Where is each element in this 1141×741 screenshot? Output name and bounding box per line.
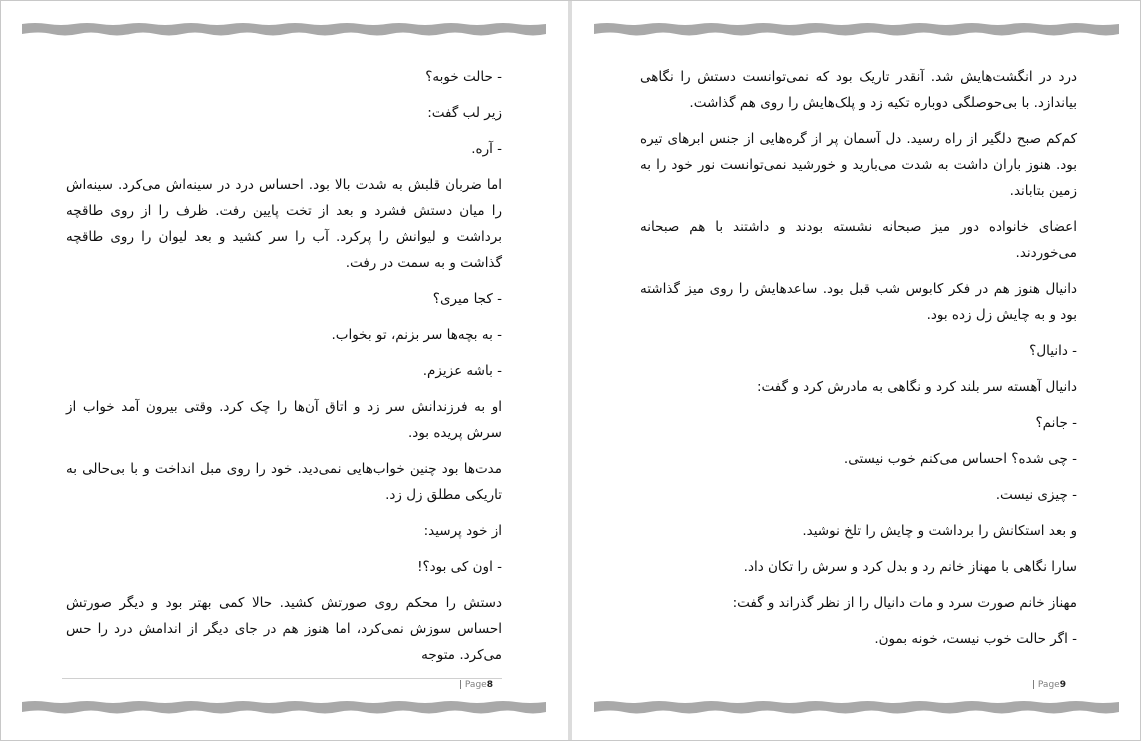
page-footer: | Page8 [459,680,493,690]
paragraph: - آره. [471,141,502,157]
footer-label: Page [464,680,487,690]
paragraph: - چی شده؟ احساس می‌کنم خوب نیستی. [843,451,1077,467]
paragraph: - اون کی بود؟! [417,559,502,575]
paragraph: اعضای خانواده دور میز صبحانه نشسته بودند و داشتند با هم صبحانه می‌خوردند. [640,219,1077,261]
paragraph: - چیزی نیست. [995,487,1077,503]
paragraph: اما ضربان قلبش به شدت بالا بود. احساس درد در سینه‌اش می‌کرد. سینه‌اش را میان دستش فشرد و بعد از تخت پایین رفت. ظرف را از روی طاقچه برداشت و لیوانش را پرکرد. آب را سر کشید و بعد لیوان را روی طاقچه گذاشت و به سمت در رفت. [66,177,502,271]
paragraph: درد در انگشت‌هایش شد. آنقدر تاریک بود که نمی‌توانست دستش را نگاهی بیاندازد. با بی‌حوصلگی دوباره تکیه زد و پلک‌هایش را روی هم گذاشت. [640,69,1077,111]
footer-label: Page [1037,680,1060,690]
body-text [66,64,502,678]
paragraph: کم‌کم صبح دلگیر از راه رسید. دل آسمان پر از گره‌هایی از جنس ابرهای تیره بود. هنوز باران داشت به شدت می‌بارید و خورشید نمی‌توانست نور خود را به زمین بتاباند. [640,131,1077,199]
paragraph: - دانیال؟ [1029,343,1077,359]
paragraph: او به فرزندانش سر زد و اتاق آن‌ها را چک کرد. وقتی بیرون آمد خواب از سرش پریده بود. [66,399,502,441]
decorative-wave-bottom [594,700,1119,716]
paragraph: از خود پرسید: [423,523,502,539]
body-text [640,64,1077,662]
paragraph: مهناز خانم صورت سرد و مات دانیال را از نظر گذراند و گفت: [732,595,1077,611]
decorative-wave-top [594,22,1119,38]
paragraph: - باشه عزیزم. [422,363,502,379]
page-number: 8 [486,680,493,690]
paragraph: - کجا میری؟ [432,291,502,307]
decorative-wave-bottom [22,700,546,716]
paragraph: دانیال آهسته سر بلند کرد و نگاهی به مادرش کرد و گفت: [756,379,1077,395]
paragraph: - جانم؟ [1035,415,1077,431]
paragraph: سارا نگاهی با مهناز خانم رد و بدل کرد و سرش را تکان داد. [743,559,1077,575]
paragraph: زیر لب گفت: [427,105,502,121]
paragraph: مدت‌ها بود چنین خواب‌هایی نمی‌دید. خود را روی مبل انداخت و با بی‌حالی به تاریکی مطلق زل زد. [66,461,502,503]
page-8 [0,0,568,741]
paragraph: - به بچه‌ها سر بزنم، تو بخواب. [331,327,502,343]
paragraph: دستش را محکم روی صورتش کشید. حالا کمی بهتر بود و دیگر صورتش احساس سوزش نمی‌کرد، اما هنوز هم در جای دیگر از اندامش درد را حس می‌کرد. متوجه [66,595,502,663]
paragraph: دانیال هنوز هم در فکر کابوس شب قبل بود. ساعدهایش را روی میز گذاشته بود و به چایش زل زده بود. [640,281,1077,323]
paragraph: و بعد استکانش را برداشت و چایش را تلخ نوشید. [802,523,1077,539]
page-footer: | Page9 [1032,680,1066,690]
paragraph: - اگر حالت خوب نیست، خونه بمون. [874,631,1077,647]
page-number: 9 [1059,680,1066,690]
paragraph: - حالت خوبه؟ [425,69,502,85]
decorative-wave-top [22,22,546,38]
footer-rule [62,678,502,679]
